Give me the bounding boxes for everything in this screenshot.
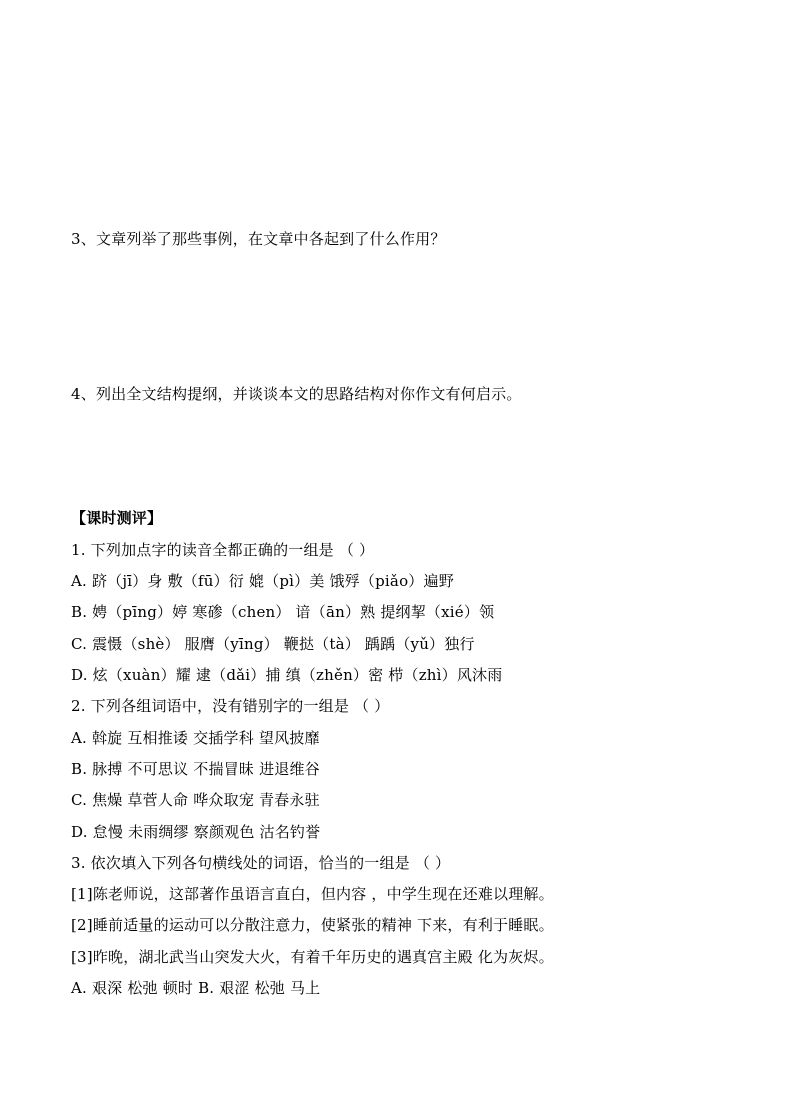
q2-option-c: C. 焦燥 草菅人命 哗众取宠 青春永驻 [71,791,320,809]
q1-option-d: D. 炫（xuàn）耀 逮（dǎi）捕 缜（zhěn）密 栉（zhì）风沐雨 [71,666,503,684]
q1-option-b: B. 娉（pīng）婷 寒碜（chen） 谙（ān）熟 提纲挈（xié）领 [71,603,495,621]
q2-option-a: A. 斡旋 互相推诿 交插学科 望风披靡 [71,729,320,747]
open-question-3: 3、文章列举了那些事例，在文章中各起到了什么作用？ [71,230,446,248]
q2-stem: 2. 下列各组词语中，没有错别字的一组是 （ ） [71,697,390,715]
q3-sentence-1: [1]陈老师说，这部著作虽语言直白，但内容 ，中学生现在还难以理解。 [71,885,554,903]
q1-stem: 1. 下列加点字的读音全都正确的一组是 （ ） [71,541,375,559]
q1-option-c: C. 震慑（shè） 服膺（yīng） 鞭挞（tà） 踽踽（yǔ）独行 [71,635,475,653]
q1-option-a: A. 跻（jī）身 敷（fū）衍 媲（pì）美 饿殍（piǎo）遍野 [71,572,454,590]
q3-sentence-2: [2]睡前适量的运动可以分散注意力，使紧张的精神 下来，有利于睡眠。 [71,916,554,934]
q2-option-d: D. 怠慢 未雨绸缪 察颜观色 沽名钓誉 [71,823,321,841]
q3-options: A. 艰深 松弛 顿时 B. 艰涩 松弛 马上 [71,979,321,997]
q3-stem: 3. 依次填入下列各句横线处的词语，恰当的一组是 （ ） [71,854,451,872]
section-title: 【课时测评】 [71,509,163,527]
open-question-4: 4、列出全文结构提纲，并谈谈本文的思路结构对你作文有何启示。 [71,385,522,403]
q2-option-b: B. 脉搏 不可思议 不揣冒昧 进退维谷 [71,760,320,778]
q3-sentence-3: [3]昨晚，湖北武当山突发大火，有着千年历史的遇真宫主殿 化为灰烬。 [71,948,554,966]
